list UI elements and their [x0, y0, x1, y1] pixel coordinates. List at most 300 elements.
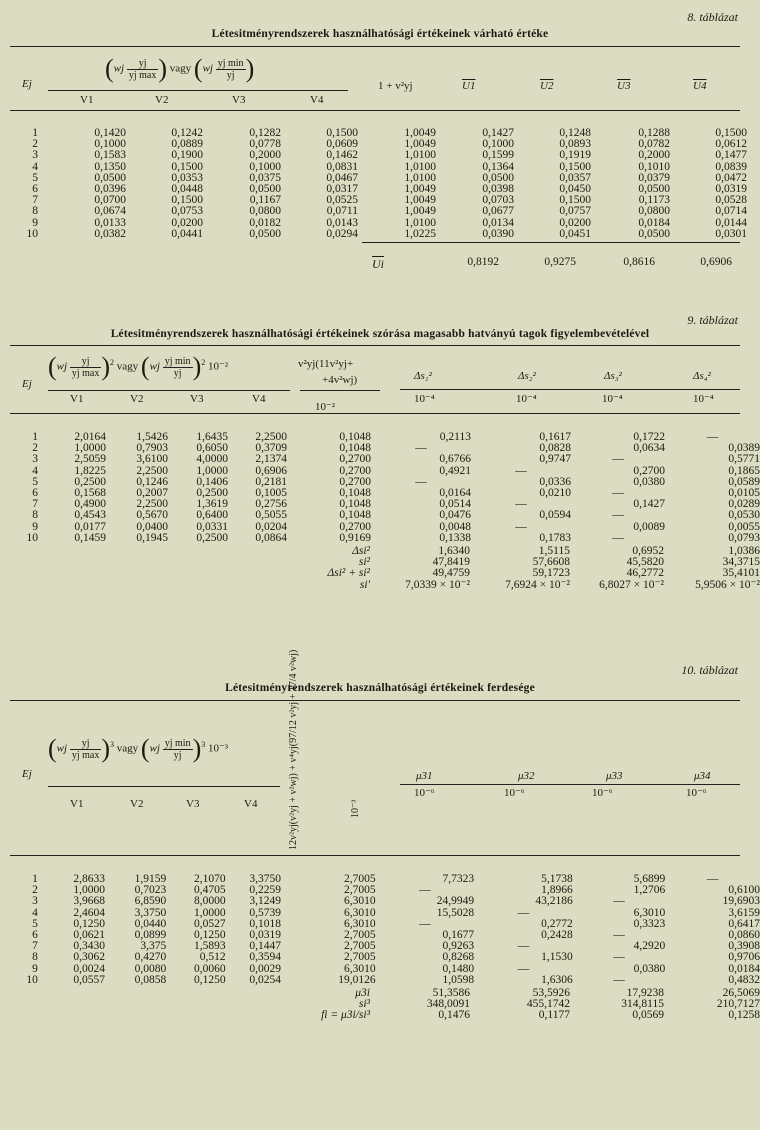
t10-sum-label: μ3i — [355, 987, 370, 999]
t9-cell: 1,8225 — [74, 464, 106, 477]
t8-cell: 0,0500 — [249, 183, 281, 196]
t8-sum-row — [420, 257, 732, 268]
t9-cell: 0,1048 — [339, 487, 371, 500]
t10-cell: 3,3750 — [249, 873, 282, 885]
t9-cell: 0,6906 — [255, 464, 287, 477]
t10-cell: 43,2186 — [535, 895, 573, 908]
t10-frac-2 — [163, 738, 193, 761]
t10-cell: 0,1250 — [193, 973, 226, 986]
t9-cell: 0,0048 — [439, 520, 471, 533]
t10-cell: 0,0899 — [134, 929, 167, 942]
t8-cell: 1,0100 — [404, 171, 436, 184]
t9-cell: 0,5670 — [136, 509, 168, 522]
t10-w-symbol-2: wj — [149, 742, 160, 755]
t9-formula-header: (wj $\frac{yj}{\text{yj max}}$ )$^2$ vagy (wj $\frac{\text{yj min}}{yj}$ )$^2$ 10⁻² — [48, 352, 229, 381]
t8-cell: 0,0357 — [559, 171, 591, 184]
t8-cell: 0,0757 — [559, 205, 591, 218]
t9-exp: 10⁻² — [207, 360, 229, 373]
t10-cell: 2,7005 — [344, 873, 376, 885]
t9-cell: 2,2500 — [136, 498, 168, 511]
t10-sum-cell: 0,1476 — [438, 1009, 470, 1022]
t10-cell: 6,3010 — [344, 917, 376, 930]
t10-cell: 4 — [32, 906, 38, 919]
t8-cell: 0,0893 — [559, 138, 591, 151]
t10-cell: 2,1070 — [193, 873, 226, 885]
t9-sum-label: si² — [358, 556, 370, 569]
t10-ej-header: Ej — [22, 768, 32, 780]
t10-cell: 3,3750 — [134, 906, 167, 919]
t9-cell: 0,0514 — [439, 498, 471, 511]
t10-cell: 7,7323 — [442, 873, 475, 885]
t10-cell: — — [419, 917, 431, 930]
t10-frac2-num: yj min — [164, 737, 191, 749]
table-9-title: Létesitményrendszerek használhatósági értékeinek szórása magasabb hatványú tagok figyelembevételével — [110, 328, 650, 340]
t8-u4: U4 — [693, 80, 707, 92]
t10-cell: 9 — [32, 962, 38, 975]
table-10-top-rule — [10, 700, 740, 701]
t9-cell: 0,1783 — [539, 531, 571, 544]
t8-cell: 0,0839 — [715, 160, 747, 173]
t10-unit-3: 10⁻⁶ — [592, 787, 613, 799]
t9-cell: — — [612, 487, 624, 500]
t8-cell: 1,0049 — [404, 194, 436, 207]
t9-sum-cell: 1,5115 — [538, 545, 570, 557]
t10-sum-cell: 0,0569 — [632, 1009, 664, 1022]
t9-cell: 0,0476 — [439, 509, 471, 522]
t8-cell: 0,1599 — [482, 149, 514, 162]
t9-sum-rows — [250, 546, 760, 591]
t9-unit-3: 10⁻⁴ — [602, 393, 623, 405]
t9-sum-cell: 46,2772 — [626, 567, 664, 580]
t8-cell: 0,0778 — [249, 138, 281, 151]
t9-cell: 0,4543 — [74, 509, 106, 522]
t8-sum-cell: 0,6906 — [700, 256, 732, 268]
t10-cell: 0,6100 — [728, 884, 760, 897]
t8-cell: 0,0800 — [638, 205, 670, 218]
t8-cell: 0,1000 — [94, 138, 126, 151]
t9-cell: 0,1048 — [339, 431, 371, 443]
table-9-number: 9. táblázat — [687, 313, 738, 327]
t8-cell: 0,0134 — [482, 216, 514, 229]
table-10-number: 10. táblázat — [681, 663, 738, 677]
t8-cell: 0,0396 — [94, 183, 126, 196]
t10-cell: — — [706, 873, 719, 885]
t9-cell: 4 — [32, 464, 38, 477]
t9-cell: 0,0400 — [136, 520, 168, 533]
t10-cell: 6,3010 — [344, 962, 376, 975]
t10-cell: 0,1250 — [73, 917, 105, 930]
t10-cell: 0,9706 — [728, 951, 760, 964]
t8-cell: 0,1167 — [249, 194, 281, 207]
t10-sum-cell: 455,1742 — [526, 998, 570, 1011]
t9-sum-cell: 34,3715 — [722, 556, 760, 569]
t10-cell: 2,4604 — [73, 906, 105, 919]
t9-cell: 2,2500 — [255, 431, 287, 443]
t9-cell: 2 — [32, 442, 38, 455]
t10-cell: 0,1677 — [442, 929, 475, 942]
t10-cell: 0,4705 — [193, 884, 226, 897]
t10-cell: 0,0184 — [728, 962, 760, 975]
t10-cell: 0,3323 — [633, 917, 666, 930]
t10-row — [20, 941, 760, 952]
t10-cell: 2,7005 — [344, 929, 376, 942]
t10-cell: 2,7005 — [344, 884, 376, 897]
t8-cell: 0,0714 — [715, 205, 747, 218]
t9-cell: — — [515, 464, 527, 477]
t10-cell: 0,0858 — [134, 973, 167, 986]
t9-unit-1: 10⁻⁴ — [414, 393, 435, 405]
t8-cell: 0,0200 — [171, 216, 203, 229]
t10-mu1: μ31 — [416, 770, 433, 782]
t9-sum-cell: 47,8419 — [432, 556, 470, 569]
t9-sum-cell: 57,6608 — [532, 556, 570, 569]
t9-vagy: vagy — [116, 360, 139, 373]
t10-cell: 0,6417 — [728, 917, 760, 930]
t8-cell: 0,0609 — [326, 138, 358, 151]
t9-cell: 0,4900 — [74, 498, 106, 511]
t8-row — [20, 229, 747, 240]
table-9-top-rule — [10, 345, 740, 346]
t8-cell: 0,0674 — [94, 205, 126, 218]
t10-cell: — — [517, 906, 530, 919]
t8-cell: 8 — [32, 205, 38, 218]
t10-sum-cell: 0,1258 — [728, 1009, 760, 1022]
t9-cell: 0,0530 — [728, 509, 760, 522]
t10-cell: 0,3594 — [249, 951, 282, 964]
t10-unit-4: 10⁻⁶ — [686, 787, 707, 799]
t8-cell: 0,0200 — [559, 216, 591, 229]
t9-sum-cell: 35,4101 — [722, 567, 760, 580]
t10-cell: 1 — [32, 873, 38, 885]
t10-exp: 10⁻³ — [207, 742, 229, 755]
t10-cell: — — [613, 895, 625, 908]
t8-cell: 0,1173 — [638, 194, 670, 207]
t9-cell: 0,1945 — [136, 531, 168, 544]
t10-rotated-unit: 10⁻³ — [350, 799, 361, 818]
t10-sum-cell: 17,9238 — [626, 987, 664, 999]
t8-cell: 0,0782 — [638, 138, 670, 151]
t8-cell: 0,0301 — [715, 227, 747, 240]
t9-cell: 0,1427 — [633, 498, 665, 511]
t9-row — [20, 499, 760, 510]
t8-vagy: vagy — [169, 62, 192, 75]
t9-frac1-num: yj — [70, 356, 102, 368]
t10-cell: 0,0029 — [249, 962, 282, 975]
t8-cell: 5 — [32, 171, 38, 184]
t10-cell: 0,1447 — [249, 940, 282, 953]
t9-cell: 1,3619 — [196, 498, 228, 511]
t8-cell: 0,0528 — [715, 194, 747, 207]
t8-cell: 0,0500 — [638, 183, 670, 196]
t8-cell: 0,0450 — [559, 183, 591, 196]
t10-cell: 0,0860 — [728, 929, 760, 942]
t9-cell: 2,5059 — [74, 453, 106, 466]
t9-row — [20, 443, 760, 454]
t8-w-symbol-2: wj — [202, 62, 213, 75]
t8-cell: 0,0382 — [94, 227, 126, 240]
t9-v3: V3 — [190, 393, 204, 405]
t9-cell: 0,2700 — [339, 464, 371, 477]
t10-header-subrule — [48, 786, 280, 787]
t10-formula-header: (wj $\frac{yj}{\text{yj max}}$ )$^3$ vagy (wj $\frac{\text{yj min}}{yj}$ )$^3$ 10⁻³ — [48, 734, 229, 763]
t9-cell: — — [415, 442, 427, 455]
table-9-body — [20, 432, 760, 544]
t8-cell: 0,0144 — [715, 216, 747, 229]
t9-cell: 1 — [32, 431, 38, 443]
t10-cell: 6,8590 — [134, 895, 167, 908]
t8-sum-row — [420, 257, 732, 268]
t10-cell: 2 — [32, 884, 38, 897]
t8-v1: V1 — [80, 94, 94, 106]
t9-cell: 8 — [32, 509, 38, 522]
t9-cell: 0,1617 — [539, 431, 571, 443]
t8-cell: 0,0133 — [94, 216, 126, 229]
t8-cell: 0,0467 — [326, 171, 358, 184]
t8-cell: 3 — [32, 149, 38, 162]
t10-sum-cell: 0,1177 — [538, 1009, 570, 1022]
t9-sum-row — [250, 546, 760, 557]
t10-row — [20, 964, 760, 975]
t9-cell: 0,2113 — [439, 431, 471, 443]
t8-cell: 0,0500 — [94, 171, 126, 184]
t10-vagy: vagy — [116, 742, 139, 755]
t10-cell: 0,2772 — [541, 917, 573, 930]
t9-cell: 0,2500 — [196, 531, 228, 544]
t10-cell: 1,6306 — [541, 973, 573, 986]
t9-cell: — — [612, 453, 624, 466]
t9-cell: 0,3709 — [255, 442, 287, 455]
t10-cell: — — [613, 951, 625, 964]
t9-cell: — — [706, 431, 719, 443]
t9-frac2-num: yj min — [164, 355, 191, 367]
t9-ds2: Δs₂² — [518, 370, 536, 382]
t10-cell: 0,0440 — [134, 917, 167, 930]
t8-cell: 0,0500 — [249, 227, 281, 240]
t9-cell: 10 — [26, 531, 38, 544]
t8-cell: 0,1248 — [559, 127, 591, 139]
t8-cell: 0,1500 — [171, 160, 203, 173]
t10-cell: 8,0000 — [193, 895, 226, 908]
t10-mu3: μ33 — [606, 770, 623, 782]
t9-cell: 7 — [32, 498, 38, 511]
t9-cell: 0,2007 — [136, 487, 168, 500]
t10-frac-1 — [70, 738, 102, 761]
t9-unit-rule — [400, 389, 740, 390]
t8-cell: 4 — [32, 160, 38, 173]
t9-ds4: Δs₄² — [693, 370, 711, 382]
t9-cell: 3 — [32, 453, 38, 466]
t9-cell: 1,5426 — [136, 431, 168, 443]
t8-row — [20, 150, 747, 161]
t10-sum-cell: 53,5926 — [532, 987, 570, 999]
t8-1v-header: 1 + v²yj — [378, 80, 413, 92]
t10-cell: 0,4270 — [134, 951, 167, 964]
t9-cell: 3,6100 — [136, 453, 168, 466]
t10-sum-label: fi = μ3i/si³ — [321, 1009, 370, 1022]
t8-cell: 0,0448 — [171, 183, 203, 196]
t9-cell: 0,0089 — [633, 520, 665, 533]
t8-cell: 0,0677 — [482, 205, 514, 218]
t9-sum-cell: 1,0386 — [728, 545, 760, 557]
t10-cell: 0,3908 — [728, 940, 760, 953]
t8-cell: 1,0049 — [404, 205, 436, 218]
t9-cell: 0,0204 — [255, 520, 287, 533]
t8-cell: 0,0319 — [715, 183, 747, 196]
t9-cell: 0,7903 — [136, 442, 168, 455]
t8-cell: 0,0711 — [326, 205, 358, 218]
t9-cell: 0,0105 — [728, 487, 760, 500]
t9-sum-cell: 6,8027 × 10⁻² — [599, 578, 664, 591]
t10-cell: 19,6903 — [722, 895, 760, 908]
t9-cell: 0,6050 — [196, 442, 228, 455]
t9-mid-1: v²yj(11v²yj+ — [298, 358, 354, 370]
table-10-header-rule — [10, 855, 740, 856]
t9-cell: 0,0389 — [728, 442, 760, 455]
t8-cell: 0,1000 — [482, 138, 514, 151]
t10-cell: 3,375 — [140, 940, 167, 953]
t9-cell: 0,1005 — [255, 487, 287, 500]
t8-sum-cell: 0,9275 — [544, 256, 576, 268]
t9-mid-rule — [300, 390, 380, 391]
table-8-title: Létesitményrendszerek használhatósági értékeinek várható értéke — [211, 28, 549, 40]
t8-cell: 6 — [32, 183, 38, 196]
t10-w-symbol: wj — [56, 742, 68, 755]
t9-row — [20, 533, 760, 544]
t9-cell: 0,2700 — [339, 520, 371, 533]
t10-sum-row — [250, 1010, 760, 1021]
t9-cell: 6 — [32, 487, 38, 500]
t9-sum-cell: 1,6340 — [438, 545, 470, 557]
t9-cell: 1,0000 — [74, 442, 106, 455]
t8-sum-cell: 0,8192 — [467, 256, 499, 268]
t10-row — [20, 975, 760, 986]
t8-row — [20, 184, 747, 195]
t8-cell: 0,1462 — [326, 149, 358, 162]
t9-cell: 0,0164 — [439, 487, 471, 500]
t10-cell: 1,5893 — [193, 940, 226, 953]
t9-row — [20, 522, 760, 533]
t8-u3: U3 — [617, 80, 631, 92]
t10-cell: 0,0024 — [73, 962, 105, 975]
t10-frac2-den: yj — [173, 749, 182, 761]
t9-sum-cell: 5,9506 × 10⁻² — [695, 578, 760, 591]
t8-formula-header: (wj $\frac{yj}{\text{yj max}}$ ) vagy (wj $\frac{\text{yj min}}{yj}$ ) — [105, 54, 255, 83]
t8-cell: 0,0500 — [638, 227, 670, 240]
t10-cell: 0,2428 — [541, 929, 573, 942]
t8-cell: 0,1282 — [249, 127, 281, 139]
t8-cell: 0,0390 — [482, 227, 514, 240]
t9-sum-cell: 45,5820 — [626, 556, 664, 569]
t9-unit-4: 10⁻⁴ — [693, 393, 714, 405]
t9-sum-label: si' — [359, 578, 370, 591]
table-8-body — [20, 128, 747, 240]
t10-v1: V1 — [70, 798, 84, 810]
t10-row — [20, 919, 760, 930]
t10-cell: 6,3010 — [344, 906, 376, 919]
t10-cell: 4,2920 — [633, 940, 666, 953]
t8-cell: 0,0143 — [326, 216, 358, 229]
t8-cell: 0,1500 — [715, 127, 747, 139]
t9-sum-cell: 7,6924 × 10⁻² — [505, 578, 570, 591]
t10-cell: 19,0126 — [338, 973, 376, 986]
t8-cell: 0,1919 — [559, 149, 591, 162]
t10-cell: 2,7005 — [344, 951, 376, 964]
t8-cell: 0,0889 — [171, 138, 203, 151]
t10-cell: 0,4832 — [728, 973, 760, 986]
t8-cell: 9 — [32, 216, 38, 229]
t10-cell: 6 — [32, 929, 38, 942]
t10-cell: 24,9949 — [436, 895, 475, 908]
t10-sum-row — [250, 988, 760, 999]
t9-cell: 0,2181 — [255, 475, 287, 488]
t10-cell: — — [613, 973, 625, 986]
t8-cell: 0,1500 — [171, 194, 203, 207]
t9-cell: — — [415, 475, 427, 488]
t9-w-symbol-2: wj — [149, 360, 160, 373]
table-8-header-rule — [10, 110, 740, 111]
t9-sum-cell: 0,6952 — [632, 545, 664, 557]
t8-cell: 0,1583 — [94, 149, 126, 162]
t10-row — [20, 885, 760, 896]
t9-cell: 0,1048 — [339, 442, 371, 455]
t9-cell: 0,2700 — [633, 464, 665, 477]
t10-cell: 0,0527 — [193, 917, 226, 930]
t10-v3: V3 — [186, 798, 200, 810]
t8-frac1-den: yj max — [128, 69, 157, 81]
t8-cell: 0,0800 — [249, 205, 281, 218]
table-8-top-rule — [10, 46, 740, 47]
t8-cell: 0,1900 — [171, 149, 203, 162]
t8-cell: 0,0753 — [171, 205, 203, 218]
t10-v2: V2 — [130, 798, 144, 810]
t10-cell: 0,3430 — [73, 940, 105, 953]
t10-sum-label: si³ — [358, 998, 370, 1011]
t9-w-symbol: wj — [56, 360, 68, 373]
t8-cell: 1,0049 — [404, 138, 436, 151]
t10-cell: — — [517, 962, 530, 975]
t10-cell: 5,1738 — [541, 873, 573, 885]
t9-cell: 0,0055 — [728, 520, 760, 533]
t9-cell: 0,2700 — [339, 475, 371, 488]
t8-cell: 0,1420 — [94, 127, 126, 139]
t10-unit-rule — [400, 784, 740, 785]
t9-cell: 0,6766 — [439, 453, 471, 466]
t10-cell: 1,0598 — [442, 973, 475, 986]
t10-rotated-header: 12v²yj(v²yj + v²wj) + v⁴yj(97/12 v²yj + 17/4 v²wj) — [288, 649, 299, 850]
t8-cell: 0,2000 — [638, 149, 670, 162]
t8-cell: 0,0472 — [715, 171, 747, 184]
t9-cell: 0,1568 — [74, 487, 106, 500]
t9-cell: 0,0589 — [728, 475, 760, 488]
t8-cell: 0,1000 — [249, 160, 281, 173]
t10-cell: 1,0000 — [193, 906, 226, 919]
t10-cell: 0,5739 — [249, 906, 282, 919]
t10-sum-cell: 314,8115 — [621, 998, 664, 1011]
t10-cell: 5 — [32, 917, 38, 930]
t9-cell: 0,0828 — [539, 442, 571, 455]
t10-mu2: μ32 — [518, 770, 535, 782]
t9-cell: 0,0177 — [74, 520, 106, 533]
t10-cell: 0,0621 — [73, 929, 105, 942]
t9-row — [20, 510, 760, 521]
t8-cell: 0,0398 — [482, 183, 514, 196]
t10-cell: 6,3010 — [633, 906, 666, 919]
t9-sum-cell: 59,1723 — [532, 567, 570, 580]
t10-cell: 0,0080 — [134, 962, 167, 975]
t10-cell: — — [517, 940, 530, 953]
t10-unit-2: 10⁻⁶ — [504, 787, 525, 799]
t8-cell: 0,0612 — [715, 138, 747, 151]
